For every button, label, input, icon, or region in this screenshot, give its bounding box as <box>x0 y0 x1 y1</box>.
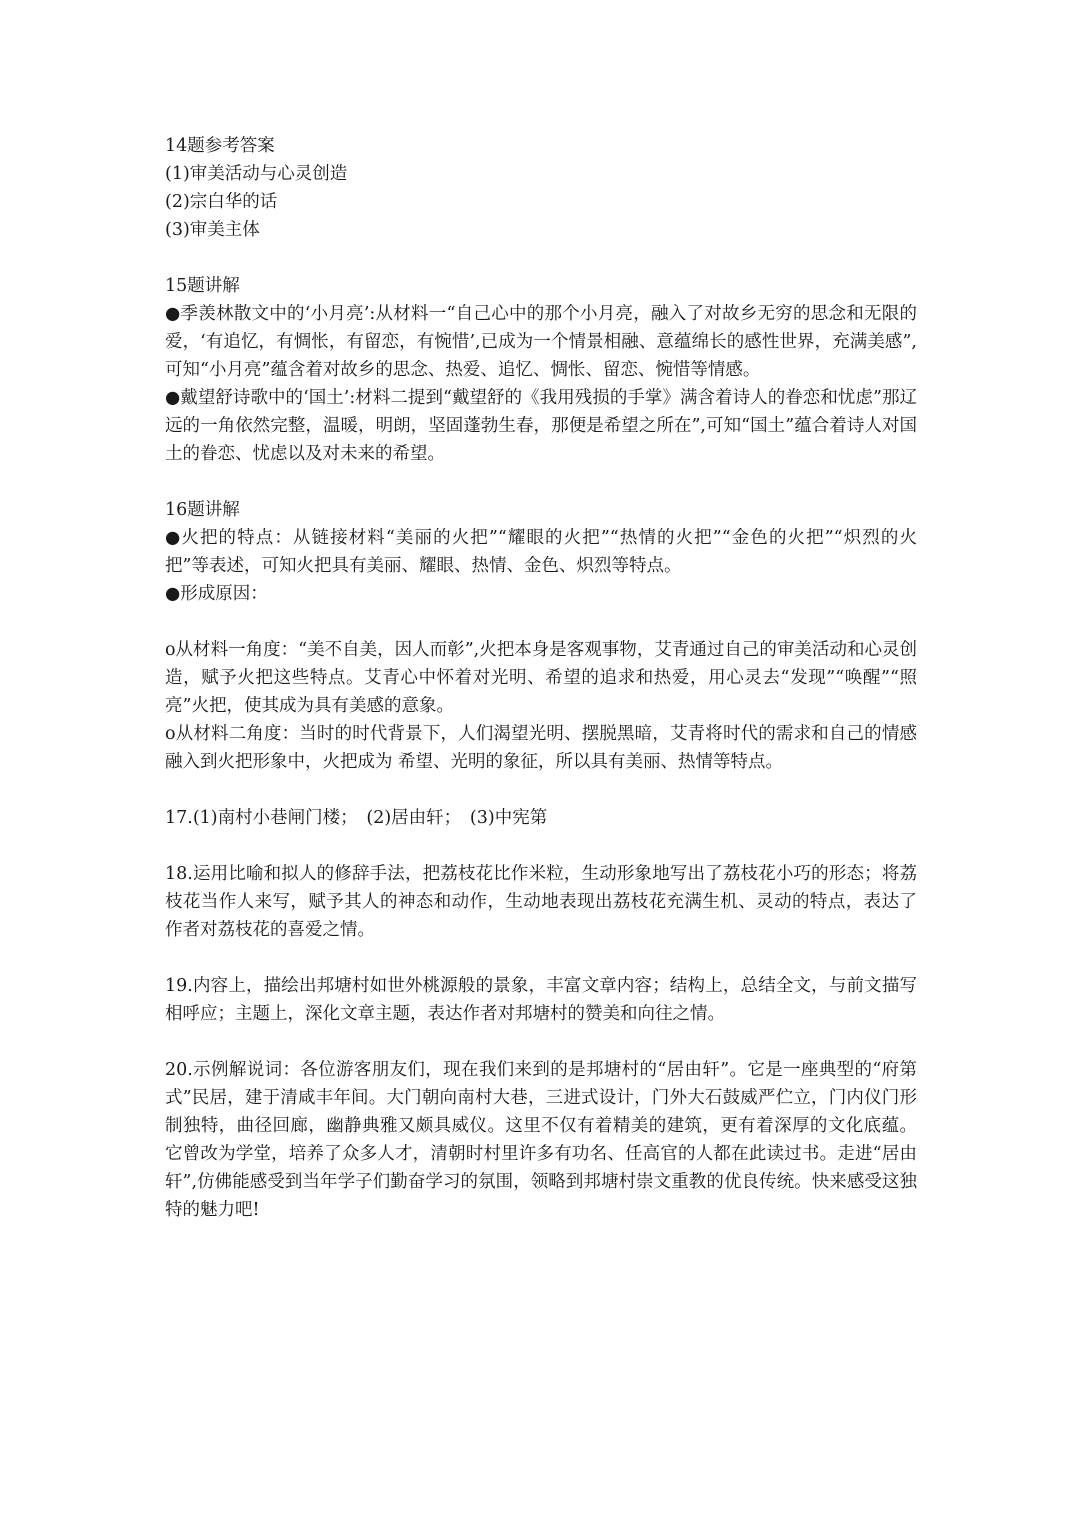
q16-sub-point-2: o从材料二角度：当时的时代背景下，人们渴望光明、摆脱黑暗，艾青将时代的需求和自己的情感融入到火把形象中，火把成为 希望、光明的象征，所以具有美丽、热情等特点。 <box>165 724 917 772</box>
q14-item-1: (1)审美活动与心灵创造 <box>165 164 348 184</box>
spacer <box>165 1028 917 1056</box>
spacer <box>165 776 917 804</box>
spacer <box>165 244 917 272</box>
spacer <box>165 832 917 860</box>
q20-answer: 20.示例解说词：各位游客朋友们，现在我们来到的是邦塘村的“居由轩”。它是一座典型的“府第式”民居，建于清咸丰年间。大门朝向南村大巷，三进式设计，门外大石鼓威严伫立，门内仪门形制独特，曲径回廊，幽静典雅又颇具威仪。这里不仅有着精美的建筑，更有着深厚的文化底蕴。它曾改为学堂，培养了众多人才，清朝时村里许多有功名、任高官的人都在此读过书。走进“居由轩”,仿佛能感受到当年学子们勤奋学习的氛围，领略到邦塘村崇文重教的优良传统。快来感受这独特的魅力吧! <box>165 1060 917 1220</box>
q16-title: 16题讲解 <box>165 500 240 520</box>
answer-content <box>165 132 917 1224</box>
q18-answer: 18.运用比喻和拟人的修辞手法，把荔枝花比作米粒，生动形象地写出了荔枝花小巧的形态；将荔枝花当作人来写，赋予其人的神态和动作，生动地表现出荔枝花充满生机、灵动的特点，表达了作者对荔枝花的喜爱之情。 <box>165 864 917 940</box>
q15-bullet-2: ●戴望舒诗歌中的‘国土’:材料二提到“戴望舒的《我用残损的手掌》满含着诗人的眷恋和忧虑”那辽远的一角依然完整，温暖，明朗，坚固蓬勃生春，那便是希望之所在”,可知“国土”蕴合着诗人对国土的眷恋、忧虑以及对未来的希望。 <box>165 388 917 464</box>
q15-section <box>165 272 917 468</box>
q16-sub-point-1: o从材料一角度：“美不自美，因人而彰”,火把本身是客观事物，艾青通过自己的审美活动和心灵创造，赋予火把这些特点。艾青心中怀着对光明、希望的追求和热爱，用心灵去“发现”“唤醒”“照亮”火把，使其成为具有美感的意象。 <box>165 640 917 716</box>
q14-section <box>165 132 917 244</box>
q14-title: 14题参考答案 <box>165 136 275 156</box>
q16-bullet-1: ●火把的特点：从链接材料“美丽的火把”“耀眼的火把”“热情的火把”“金色的火把”“炽烈的火把”等表述，可知火把具有美丽、耀眼、热情、金色、炽烈等特点。 <box>165 528 917 576</box>
q17-answer: 17.(1)南村小巷闸门楼； (2)居由轩； (3)中宪第 <box>165 808 548 828</box>
spacer <box>165 468 917 496</box>
q14-item-2: (2)宗白华的话 <box>165 192 278 212</box>
q19-answer: 19.内容上，描绘出邦塘村如世外桃源般的景象，丰富文章内容；结构上，总结全文，与前文描写相呼应；主题上，深化文章主题，表达作者对邦塘村的赞美和向往之情。 <box>165 976 917 1024</box>
spacer <box>165 944 917 972</box>
q16-section <box>165 496 917 776</box>
spacer <box>165 608 917 636</box>
q15-title: 15题讲解 <box>165 276 240 296</box>
q15-bullet-1: ●季羡林散文中的‘小月亮’:从材料一“自己心中的那个小月亮，融入了对故乡无穷的思念和无限的爱，‘有追忆，有惆怅，有留恋，有惋惜’,已成为一个情景相融、意蕴绵长的感性世界，充满美感”,可知“小月亮”蕴含着对故乡的思念、热爱、追忆、惆怅、留恋、惋惜等情感。 <box>165 304 917 380</box>
q16-bullet-2: ●形成原因： <box>165 584 268 604</box>
q14-item-3: (3)审美主体 <box>165 220 260 240</box>
